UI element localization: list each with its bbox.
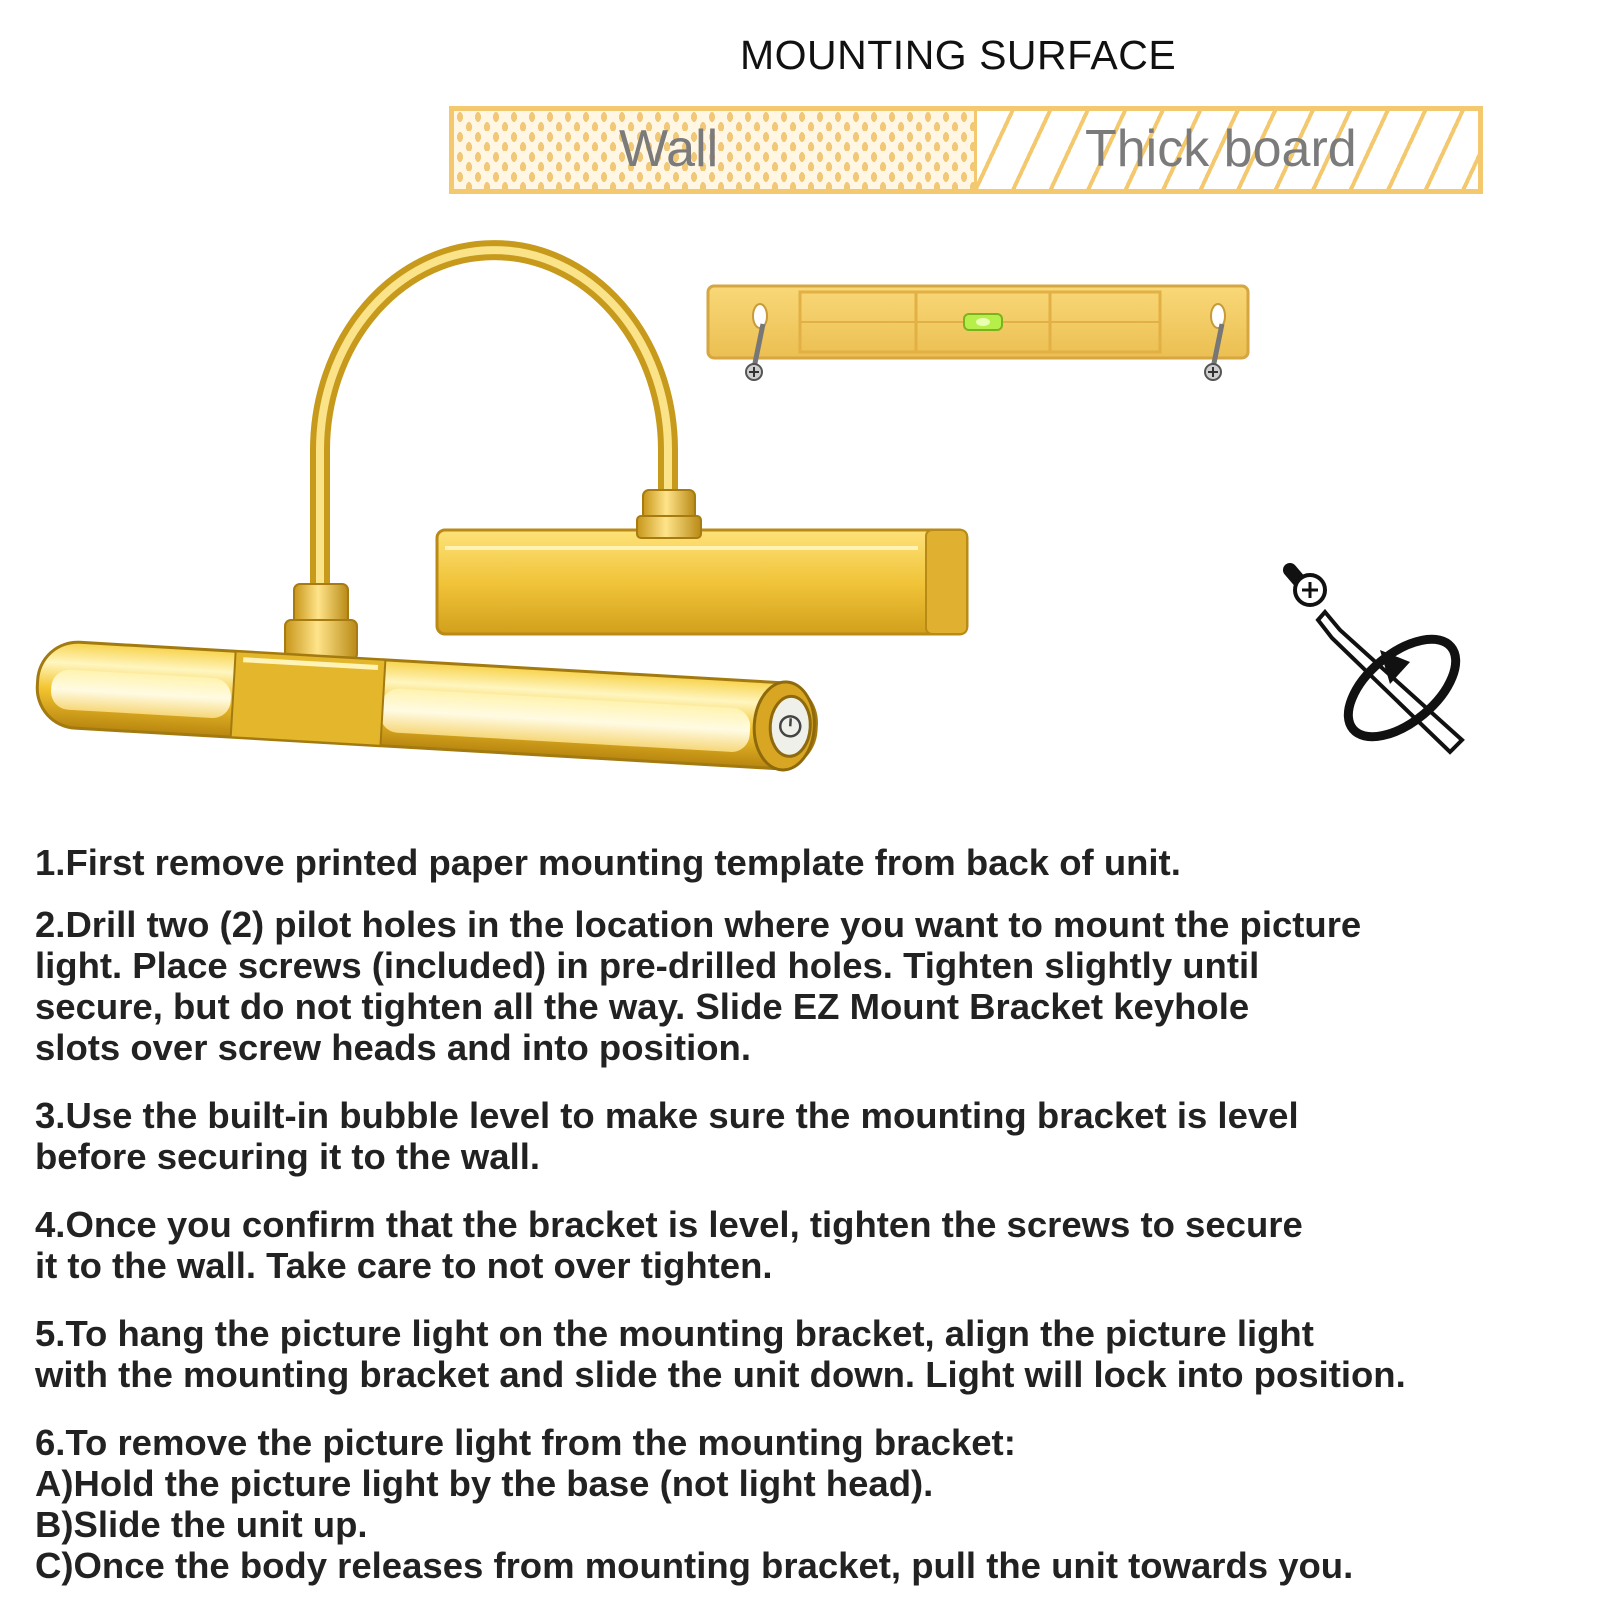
- instruction-step-6: 6.To remove the picture light from the mounting bracket: A)Hold the picture light by the base (not light head). B)Slide the unit up. C)Once the body releases from mounting bracket, pull the unit towards you.: [35, 1422, 1575, 1586]
- instructions: [35, 842, 1575, 1613]
- mounting-surface-title: MOUNTING SURFACE: [600, 32, 1340, 79]
- instruction-step-4: 4.Once you confirm that the bracket is level, tighten the screws to secure it to the wall. Take care to not over tighten.: [35, 1204, 1575, 1286]
- mounting-bracket: [708, 286, 1248, 358]
- screw-icon: [1290, 570, 1325, 605]
- instruction-step-1: 1.First remove printed paper mounting template from back of unit.: [35, 842, 1575, 883]
- wall-label: Wall: [619, 119, 718, 179]
- light-tube: [35, 639, 819, 772]
- instruction-step-3: 3.Use the built-in bubble level to make sure the mounting bracket is level before securing it to the wall.: [35, 1095, 1575, 1177]
- instruction-step-2: 2.Drill two (2) pilot holes in the location where you want to mount the picture light. Place screws (included) in pre-drilled holes. Tighten slightly until secure, but do not tighten all the way. Slide EZ Mount Bracket keyhole slots over screw heads and into position.: [35, 904, 1575, 1068]
- instruction-step-5: 5.To hang the picture light on the mounting bracket, align the picture light with the mounting bracket and slide the unit down. Light will lock into position.: [35, 1313, 1575, 1395]
- bubble-level-icon: [964, 314, 1002, 330]
- thick-board-label: Thick board: [1085, 119, 1357, 179]
- thick-board-surface: [974, 111, 1478, 189]
- wall-base-bar: [437, 530, 967, 634]
- product-illustration: [0, 200, 1600, 820]
- wall-surface: [454, 111, 974, 189]
- mounting-surface-bar: [449, 106, 1483, 194]
